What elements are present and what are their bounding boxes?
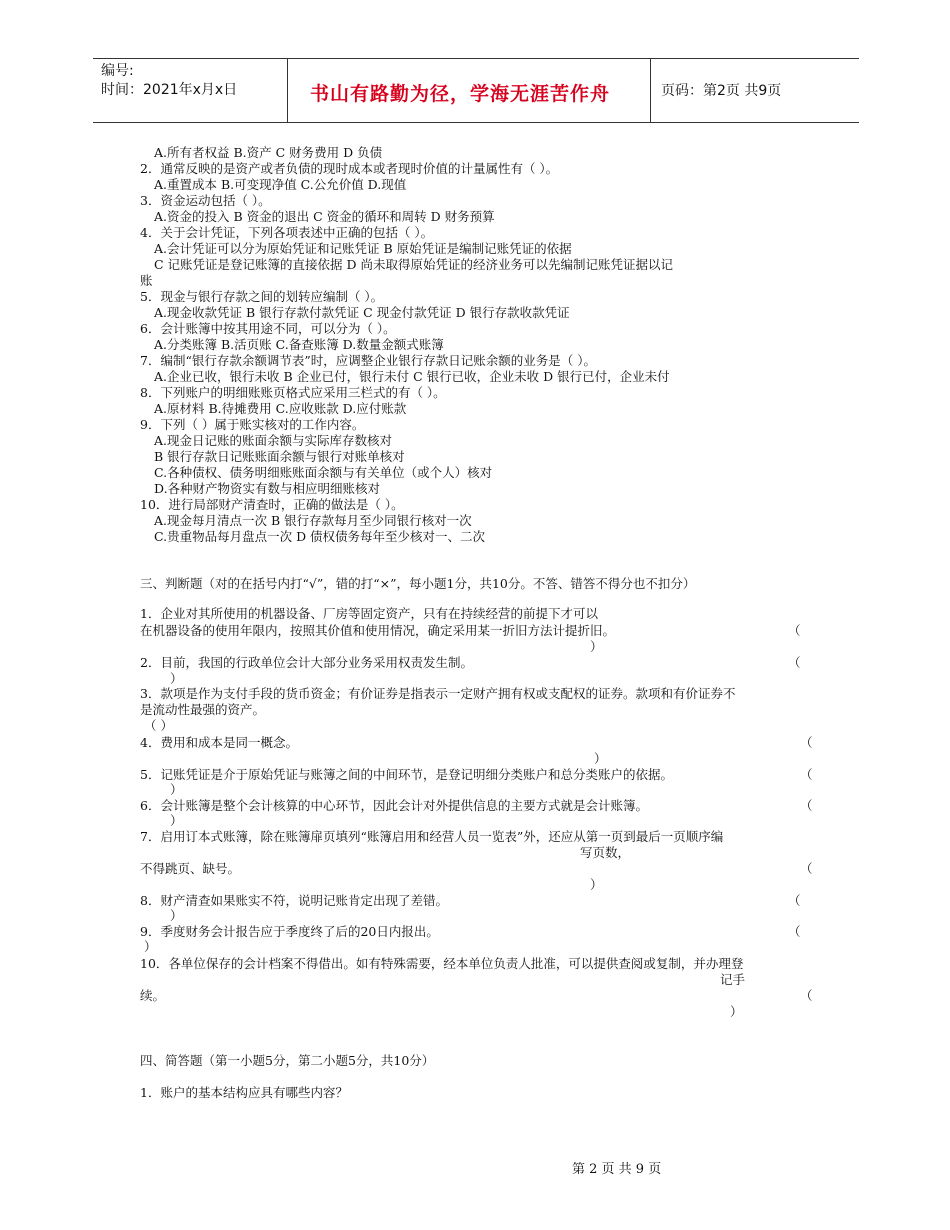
answer-paren-open: （ [800,735,813,750]
mc-line: 账 [140,273,153,288]
answer-paren-close: ） [590,877,603,892]
answer-paren-close: ） [170,782,183,797]
judge-item: 2．目前，我国的行政单位会计大部分业务采用权责发生制。 [140,655,473,670]
answer-paren-open: （ [800,988,813,1003]
mc-line: A.现金日记账的账面余额与实际库存数核对 [154,433,393,448]
short-answer-q1: 1．账户的基本结构应具有哪些内容？ [140,1085,348,1100]
answer-paren-close: ） [144,939,157,954]
judge-item: 是流动性最强的资产。 [140,702,266,717]
mc-line: 8．下列账户的明细账账页格式应采用三栏式的有（ ）。 [140,385,446,400]
mc-line: C.贵重物品每月盘点一次 D 债权债务每年至少核对一、二次 [154,529,486,544]
answer-paren-open: （ [800,861,813,876]
mc-line: C.各种债权、债务明细账账面余额与有关单位（或个人）核对 [154,465,493,480]
mc-line: A.分类账簿 B.活页账 C.备查账簿 D.数量金额式账簿 [154,337,444,352]
mc-line: 2．通常反映的是资产或者负债的现时成本或者现时价值的计量属性有（ ）。 [140,161,559,176]
answer-paren-open: （ [788,623,801,638]
section3-title: 三、判断题（对的在括号内打“√”，错的打“×”，每小题1分，共10分。不答、错答不得分也不扣分） [140,576,696,591]
answer-paren-open: （ [800,798,813,813]
answer-paren-close: ） [170,908,183,923]
answer-paren-close: ） [730,1004,743,1019]
judge-item: 不得跳页、缺号。 [140,861,241,876]
mc-line: B 银行存款日记账账面余额与银行对账单核对 [154,449,405,464]
mc-line: 9．下列（ ）属于账实核对的工作内容。 [140,417,365,432]
header-divider-right [650,58,651,122]
judge-item: 1．企业对其所使用的机器设备、厂房等固定资产，只有在持续经营的前提下才可以 [140,606,598,621]
answer-paren-close: ） [170,671,183,686]
judge-item: 3．款项是作为支付手段的货币资金；有价证券是指表示一定财产拥有权或支配权的证券。款项和有价证券不 [140,686,736,701]
mc-line: A.会计凭证可以分为原始凭证和记账凭证 B 原始凭证是编制记账凭证的依据 [154,241,572,256]
mc-line: A.原材料 B.待摊费用 C.应收账款 D.应付账款 [154,401,407,416]
header-divider-left [287,58,288,122]
mc-line: 3．资金运动包括（ ）。 [140,193,271,208]
mc-line: 10．进行局部财产清查时，正确的做法是（ ）。 [140,497,404,512]
answer-paren-close: ） [170,813,183,828]
answer-paren-pair: （ ） [144,718,173,733]
judge-item: 6．会计账簿是整个会计核算的中心环节，因此会计对外提供信息的主要方式就是会计账簿。 [140,798,648,813]
answer-paren-close: ） [590,639,603,654]
judge-item: 7．启用订本式账簿，除在账簿扉页填列“账簿启用和经营人员一览表”外，还应从第一页到最后一页顺序编 [140,829,724,844]
mc-line: D.各种财产物资实有数与相应明细账核对 [154,481,381,496]
mc-line: 7．编制“银行存款余额调节表”时，应调整企业银行存款日记账余额的业务是（ ）。 [140,353,596,368]
header-motto: 书山有路勤为径，学海无涯苦作舟 [310,83,611,105]
page-footer: 第 2 页 共 9 页 [572,1162,662,1177]
mc-line: 4．关于会计凭证，下列各项表述中正确的包括（ ）。 [140,225,434,240]
answer-paren-open: （ [788,924,801,939]
answer-paren-open: （ [788,655,801,670]
mc-line: A.所有者权益 B.资产 C 财务费用 D 负债 [154,145,383,160]
judge-item: 10．各单位保存的会计档案不得借出。如有特殊需要，经本单位负责人批准，可以提供查阅或复制，并办理登 [140,956,744,971]
mc-line: A.重置成本 B.可变现净值 C.公允价值 D.现值 [154,177,407,192]
judge-item: 写页数， [580,845,631,860]
judge-item: 记手 [720,972,746,987]
judge-item: 在机器设备的使用年限内，按照其价值和使用情况，确定采用某一折旧方法计提折旧。 [140,623,616,638]
header-time-label: 时间：2021年x月x日 [101,82,238,98]
mc-line: 5．现金与银行存款之间的划转应编制（ ）。 [140,289,384,304]
answer-paren-open: （ [800,767,813,782]
header-number-label: 编号: [101,63,134,79]
header-bottom-rule [93,122,859,123]
section4-title: 四、简答题（第一小题5分，第二小题5分，共10分） [140,1053,435,1068]
judge-item: 5．记账凭证是介于原始凭证与账簿之间的中间环节，是登记明细分类账户和总分类账户的依据。 [140,767,673,782]
header-page-label: 页码：第2页 共9页 [661,83,782,99]
judge-item: 续。 [140,988,166,1003]
answer-paren-close: ） [594,751,607,766]
judge-item: 9．季度财务会计报告应于季度终了后的20日内报出。 [140,924,439,939]
judge-item: 4．费用和成本是同一概念。 [140,735,298,750]
judge-item: 8．财产清查如果账实不符，说明记账肯定出现了差错。 [140,893,448,908]
mc-line: A.企业已收，银行未收 B 企业已付，银行未付 C 银行已收，企业未收 D 银行已付，企业未付 [154,369,670,384]
mc-line: A.现金每月清点一次 B 银行存款每月至少同银行核对一次 [154,513,472,528]
answer-paren-open: （ [788,893,801,908]
mc-line: A.资金的投入 B 资金的退出 C 资金的循环和周转 D 财务预算 [154,209,495,224]
header-top-rule [93,58,859,59]
mc-line: C 记账凭证是登记账簿的直接依据 D 尚未取得原始凭证的经济业务可以先编制记账凭证据以记 [154,257,674,272]
mc-line: 6．会计账簿中按其用途不同，可以分为（ ）。 [140,321,396,336]
mc-line: A.现金收款凭证 B 银行存款付款凭证 C 现金付款凭证 D 银行存款收款凭证 [154,305,570,320]
